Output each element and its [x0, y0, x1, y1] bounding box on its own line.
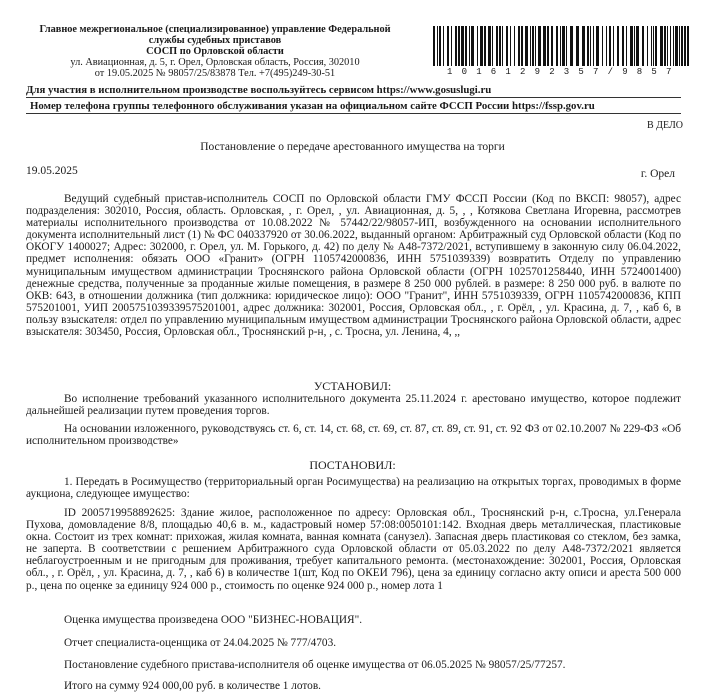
issuer-org-line-2: службы судебных приставов	[148, 35, 282, 46]
barcode-bar	[530, 26, 531, 66]
issuer-org-line-3: СОСП по Орловской области	[146, 46, 284, 57]
barcode-bar	[551, 26, 553, 66]
barcode-bar	[634, 26, 635, 66]
barcode-bar	[465, 26, 467, 66]
barcode-bar	[636, 26, 639, 66]
barcode-bar	[642, 26, 644, 66]
barcode-bar	[630, 26, 633, 66]
barcode-bar	[484, 26, 486, 66]
barcode-bar	[458, 26, 460, 66]
barcode-bar	[525, 26, 528, 66]
barcode-bar	[496, 26, 498, 66]
barcode-bar	[593, 26, 594, 66]
barcode-bar	[613, 26, 614, 66]
barcode-bar	[664, 26, 666, 66]
barcode-bar	[617, 26, 619, 66]
barcode-bar	[651, 26, 652, 66]
property-section	[26, 507, 681, 592]
document-date: 19.05.2025	[26, 165, 78, 177]
barcode-bar	[675, 26, 678, 66]
v-delo-mark: В ДЕЛО	[647, 120, 683, 131]
barcode-bar	[439, 26, 441, 66]
barcode-bar	[521, 26, 523, 66]
valuation-section	[26, 614, 681, 626]
barcode-bar	[667, 26, 668, 66]
barcode-bar	[582, 26, 585, 66]
barcode-bar	[443, 26, 444, 66]
barcode-bar	[566, 26, 567, 66]
barcode-bar	[609, 26, 611, 66]
barcode-bar	[606, 26, 607, 66]
barcode-graphic	[433, 26, 691, 66]
barcode-bar	[590, 26, 591, 66]
barcode-bar	[570, 26, 573, 66]
document-city: г. Орел	[640, 168, 675, 180]
barcode-bar	[670, 26, 671, 66]
basis-paragraph: На основании изложенного, руководствуясь ст. 6, ст. 14, ст. 68, ст. 69, ст. 87, ст. 89, ст. 91, ст. 92 ФЗ от 02.10.2007 № 229-ФЗ «Об исполнительном производстве»	[26, 423, 681, 448]
barcode-bar	[576, 26, 579, 66]
barcode-bar	[455, 26, 457, 66]
barcode-bar	[687, 26, 689, 66]
barcode-bar	[488, 26, 491, 66]
barcode-bar	[684, 26, 686, 66]
barcode-bar	[469, 26, 470, 66]
barcode-bar	[622, 26, 624, 66]
barcode-bar	[510, 26, 511, 66]
barcode-bar	[433, 26, 435, 66]
barcode-bar	[587, 26, 589, 66]
intro-section	[26, 193, 681, 338]
ustanovil-section	[26, 393, 681, 417]
document-title: Постановление о передаче арестованного имущества на торги	[200, 141, 505, 153]
barcode-bar	[547, 26, 549, 66]
ustanovil-paragraph: Во исполнение требований указанного исполнительного документа 25.11.2024 г. арестовано имущество, которое подлежит дальнейшей реализации путем проведения торгов.	[26, 393, 681, 418]
barcode-bar	[514, 26, 515, 66]
barcode-bar	[461, 26, 464, 66]
barcode-bar	[679, 26, 680, 66]
ustanovil-heading: УСТАНОВИЛ:	[313, 379, 392, 393]
issuer-address: ул. Авиационная, д. 5, г. Орел, Орловская область, Россия, 302010	[70, 57, 360, 68]
item-1-paragraph: 1. Передать в Росимущество (территориальный орган Росимущества) на реализацию на открытых торгах, проводимых в форме аукциона, следующее имущество:	[26, 476, 681, 501]
phone-notice: Номер телефона группы телефонного обслуживания указан на официальном сайте ФССП России https://fssp.gov.ru	[30, 100, 595, 112]
barcode-bar	[447, 26, 449, 66]
barcode-bar	[673, 26, 674, 66]
barcode-bar	[480, 26, 483, 66]
barcode-bar	[492, 26, 493, 66]
barcode-bar	[556, 26, 558, 66]
barcode-bar	[502, 26, 503, 66]
document-barcode	[433, 26, 691, 77]
barcode-bar	[499, 26, 501, 66]
barcode-bar	[602, 26, 603, 66]
issuer-header	[0, 24, 430, 79]
barcode-bar	[653, 26, 654, 66]
total-line: Итого на сумму 924 000,00 руб. в количестве 1 лотов.	[64, 680, 321, 692]
divider-1	[26, 97, 681, 98]
barcode-bar	[518, 26, 520, 66]
barcode-bar	[538, 26, 541, 66]
gosuslugi-notice: Для участия в исполнительном производстве воспользуйтесь сервисом https://www.gosuslugi.ru	[26, 84, 492, 96]
barcode-bar	[655, 26, 657, 66]
barcode-bar	[477, 26, 478, 66]
valuation-org: Оценка имущества произведена ООО "БИЗНЕС-НОВАЦИЯ".	[64, 614, 363, 626]
barcode-bar	[451, 26, 452, 66]
total-section	[26, 680, 681, 692]
barcode-bar	[471, 26, 474, 66]
barcode-bar	[596, 26, 599, 66]
barcode-bar	[543, 26, 546, 66]
barcode-bar	[535, 26, 536, 66]
issuer-org-line-1: Главное межрегиональное (специализированное) управление Федеральной	[39, 24, 391, 35]
barcode-bar	[437, 26, 438, 66]
barcode-bar	[560, 26, 561, 66]
barcode-bar	[647, 26, 648, 66]
barcode-bar	[506, 26, 508, 66]
issuer-reference: от 19.05.2025 № 98057/25/83878 Тел. +7(495)249-30-51	[94, 68, 336, 79]
valuation-report: Отчет специалиста-оценщика от 24.04.2025 № 777/4703.	[64, 637, 337, 649]
barcode-bar	[562, 26, 565, 66]
valuation-decree: Постановление судебного пристава-исполнителя об оценке имущества от 06.05.2025 № 98057/25/77257.	[64, 659, 566, 671]
decree-section	[26, 659, 681, 671]
barcode-bar	[681, 26, 683, 66]
basis-section	[26, 423, 681, 447]
property-description: ID 2005719958892625: Здание жилое, расположенное по адресу: Орловская обл., Троснянский р-н, с.Тросна, ул.Генерала Пухова, домовладение 8/8, площадью 40,6 в. м., кадастровый номер 57:08:0050101:142. Входная дверь металлическая, пластиковые окна. Состоит из трех комнат: прихожая, жилая комната, ванная комната (санузел). Запасная дверь пластиковая со стеклом, без замка, не заперта. В соответствии с решением Арбитражного суда Орловской области от 05.03.2022 по делу А48-7372/2021 является неблагоустроенным и не пригодным для проживания, требует капитального ремонта. (местонахождение: 302001, Россия, Орловская обл., , г. Орёл, , ул. Красина, д. 7, , каб 6) в количестве 1(шт, Код по ОКЕИ 796), цена за единицу согласно акту описи и ареста 500 000 р., цена по оценке за единицу 924 000 р., стоимость по оценке 924 000 р., номер лота 1	[26, 507, 681, 592]
barcode-bar	[532, 26, 534, 66]
barcode-number: 10161292357/9857	[447, 67, 681, 77]
divider-2	[26, 113, 681, 114]
postanovil-heading: ПОСТАНОВИЛ:	[309, 458, 396, 472]
report-section	[26, 637, 681, 649]
barcode-bar	[626, 26, 627, 66]
item-1-section	[26, 476, 681, 500]
barcode-bar	[660, 26, 663, 66]
intro-paragraph: Ведущий судебный пристав-исполнитель СОСП по Орловской области ГМУ ФССП России (Код по ВКСП: 98057), адрес подразделения: 302010, Россия, область. Орловская, , г. Орел, , ул. Авиационная, д. 5, , , Котякова Светлана Игоревна, рассмотрев материалы исполнительного производства от 10.08.2022 № 57442/22/98057-ИП, возбужденного на основании исполнительного документа исполнительный лист (1) № ФС 040337920 от 30.06.2022, выданный органом: Арбитражный суд Орловской области (Код по ОКОГУ 1400027; Адрес: 302000, г. Орел, ул. М. Горького, д. 42) по делу № А48-7372/2021, вступившему в законную силу 06.04.2022, предмет исполнения: обязать ООО «Гранит» (ОГРН 1105742000836, ИНН 5751039339) возвратить Отделу по управлению муниципальным имуществом администрации Троснянского района Орловской области (ОГРН 1025701258440, ИНН 5724001400) денежные средства, полученные за проданные жилые помещения, в размере 8 250 000 рублей. в размере: 8 250 000 руб. в валюте по ОКВ: 643, в отношении должника (тип должника: юридическое лицо): ООО "Гранит", ИНН 5751039339, ОГРН 1105742000836, КПП 575201001, УИП 2005751039339575201001, адрес должника: 302001, Россия, Орловская обл., , г. Орёл, , ул. Красина, д. 7, , каб 6, в пользу взыскателя: отдел по управлению муниципальным имуществом администрации Троснянского района Орловской области, адрес взыскателя: 303450, Россия, Орловская обл., Троснянский р-н, , с. Тросна, ул. Ленина, 4, ,,	[26, 193, 681, 339]
